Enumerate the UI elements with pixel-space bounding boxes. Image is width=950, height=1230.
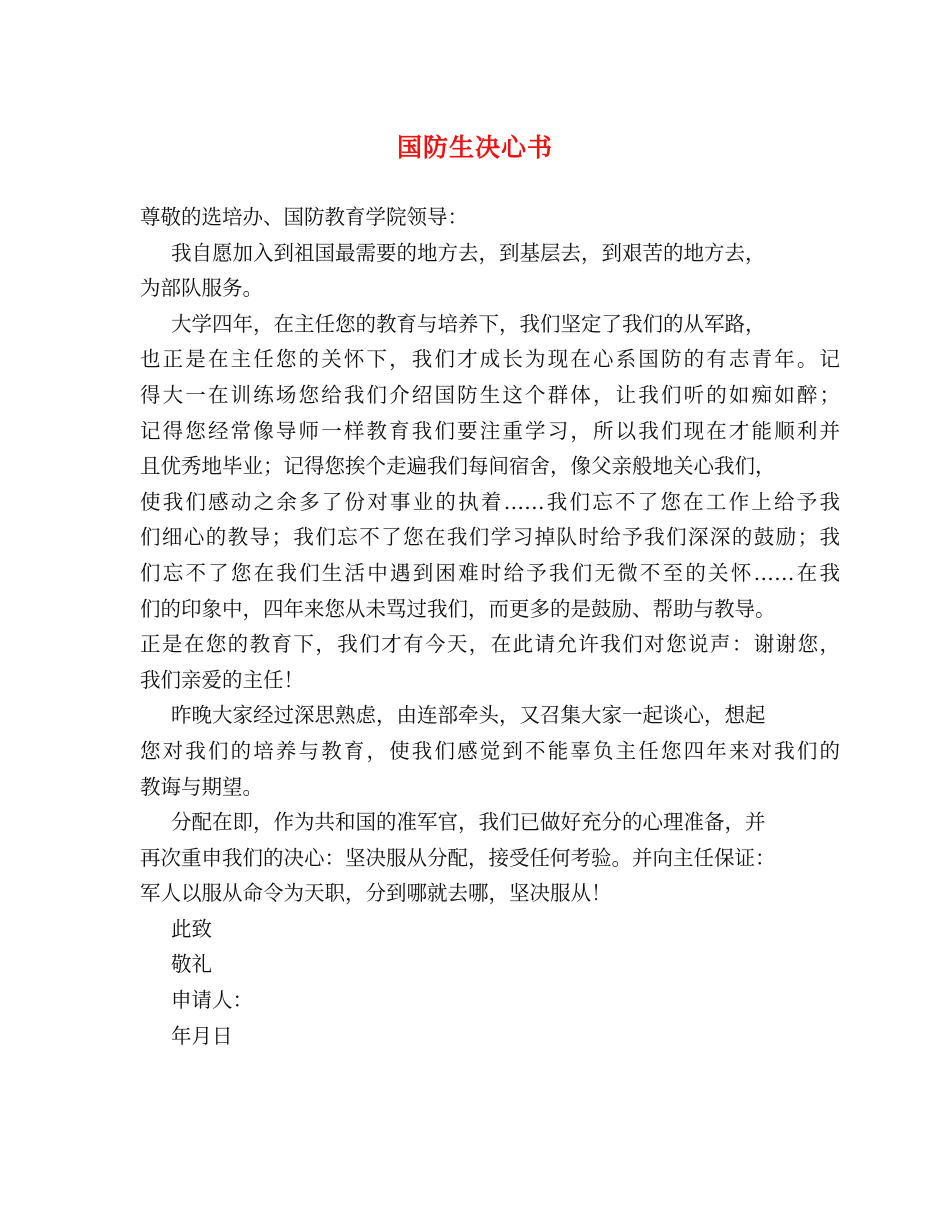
regards: 敬礼 [171, 952, 212, 977]
paragraph-line: 为部队服务。 [140, 276, 263, 301]
paragraph-line: 我自愿加入到祖国最需要的地方去，到基层去，到艰苦的地方去， [171, 240, 766, 265]
paragraph-line: 我们亲爱的主任！ [140, 667, 304, 692]
paragraph-line: 教诲与期望。 [140, 774, 263, 799]
paragraph-1 [140, 236, 840, 307]
paragraph-line: 也正是在主任您的关怀下，我们才成长为现在心系国防的有志青年。记 [140, 347, 840, 372]
salutation: 尊敬的选培办、国防教育学院领导： [140, 205, 468, 229]
paragraph-line: 军人以服从命令为天职，分到哪就去哪，坚决服从！ [140, 881, 612, 906]
applicant-label: 申请人： [171, 988, 253, 1013]
paragraph-line: 您对我们的培养与教育，使我们感觉到不能辜负主任您四年来对我们的 [140, 738, 840, 763]
closing: 此致 [171, 916, 212, 941]
paragraph-4 [140, 805, 840, 912]
document-title: 国防生决心书 [396, 133, 553, 162]
paragraph-2 [140, 307, 840, 699]
date-label: 年月日 [171, 1023, 233, 1048]
paragraph-line: 们忘不了您在我们生活中遇到困难时给予我们无微不至的关怀……在我 [140, 560, 840, 585]
document-body [140, 200, 840, 1054]
paragraph-line: 再次重申我们的决心：坚决服从分配，接受任何考验。并向主任保证： [140, 845, 776, 870]
paragraph-line: 正是在您的教育下，我们才有今天，在此请允许我们对您说声：谢谢您， [140, 632, 840, 657]
paragraph-line: 昨晚大家经过深思熟虑，由连部牵头，又召集大家一起谈心，想起 [171, 703, 766, 728]
paragraph-line: 记得您经常像导师一样教育我们要注重学习，所以我们现在才能顺利并 [140, 418, 840, 443]
paragraph-3 [140, 698, 840, 805]
paragraph-line: 得大一在训练场您给我们介绍国防生这个群体，让我们听的如痴如醉； [140, 382, 840, 407]
paragraph-line: 使我们感动之余多了份对事业的执着……我们忘不了您在工作上给予我 [140, 489, 840, 514]
paragraph-line: 且优秀地毕业；记得您挨个走遍我们每间宿舍，像父亲般地关心我们， [140, 454, 776, 479]
paragraph-line: 们细心的教导；我们忘不了您在我们学习掉队时给予我们深深的鼓励；我 [140, 525, 840, 550]
paragraph-line: 们的印象中，四年来您从未骂过我们，而更多的是鼓励、帮助与教导。 [140, 596, 776, 621]
paragraph-line: 大学四年，在主任您的教育与培养下，我们坚定了我们的从军路， [171, 311, 766, 336]
paragraph-line: 分配在即，作为共和国的准军官，我们已做好充分的心理准备，并 [171, 810, 766, 835]
